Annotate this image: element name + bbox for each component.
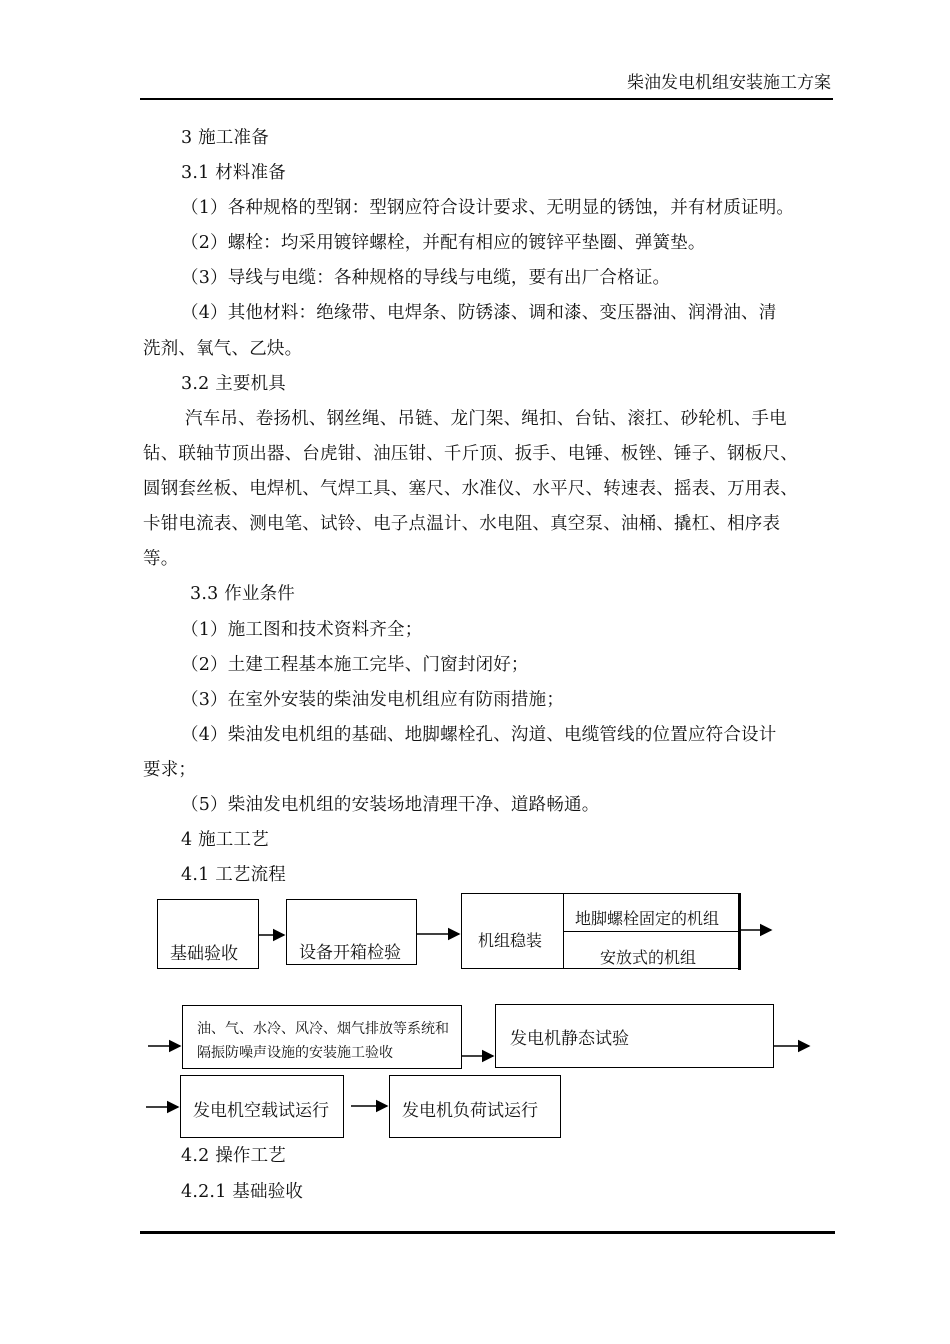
material-item-1: （1）各种规格的型钢：型钢应符合设计要求、无明显的锈蚀，并有材质证明。 (181, 198, 795, 218)
flow-label-systems-1: 油、气、水冷、风冷、烟气排放等系统和 (197, 1020, 449, 1036)
heading-4: 4 施工工艺 (181, 830, 269, 850)
header-title: 柴油发电机组安装施工方案 (627, 73, 831, 92)
tools-line-1: 汽车吊、卷扬机、钢丝绳、吊链、龙门架、绳扣、台钻、滚扛、砂轮机、手电 (185, 409, 787, 429)
heading-3-1: 3.1 材料准备 (181, 163, 286, 183)
tools-line-5: 等。 (143, 549, 179, 569)
flow-label-placed: 安放式的机组 (600, 948, 697, 967)
condition-item-5: （5）柴油发电机组的安装场地清理干净、道路畅通。 (181, 795, 600, 815)
condition-item-3: （3）在室外安装的柴油发电机组应有防雨措施； (181, 690, 565, 710)
tools-line-2: 钻、联轴节顶出器、台虎钳、油压钳、千斤顶、扳手、电锤、板锉、锤子、钢板尺、 (143, 444, 798, 464)
tools-line-3: 圆钢套丝板、电焊机、气焊工具、塞尺、水准仪、水平尺、转速表、摇表、万用表、 (143, 479, 798, 499)
heading-4-2-1: 4.2.1 基础验收 (181, 1182, 304, 1202)
tools-line-4: 卡钳电流表、测电笔、试铃、电子点温计、水电阻、真空泵、油桶、撬杠、相序表 (143, 514, 781, 534)
heading-4-1: 4.1 工艺流程 (181, 865, 286, 885)
flow-label-static-test: 发电机静态试验 (510, 1029, 629, 1048)
flow-label-foundation: 基础验收 (170, 944, 238, 963)
flow-label-no-load: 发电机空载试运行 (193, 1101, 329, 1120)
material-item-4: （4）其他材料：绝缘带、电焊条、防锈漆、调和漆、变压器油、润滑油、清 (181, 303, 777, 323)
condition-item-1: （1）施工图和技术资料齐全； (181, 620, 423, 640)
material-item-3: （3）导线与电缆：各种规格的导线与电缆，要有出厂合格证。 (181, 268, 671, 288)
flow-label-load: 发电机负荷试运行 (402, 1101, 538, 1120)
flow-label-anchor-bolt: 地脚螺栓固定的机组 (575, 909, 720, 928)
heading-3-2: 3.2 主要机具 (181, 374, 286, 394)
condition-item-2: （2）土建工程基本施工完毕、门窗封闭好； (181, 655, 529, 675)
flow-label-systems-2: 隔振防噪声设施的安装施工验收 (197, 1044, 393, 1060)
heading-3: 3 施工准备 (181, 128, 269, 148)
material-item-4-cont: 洗剂、氧气、乙炔。 (143, 339, 303, 359)
heading-3-3: 3.3 作业条件 (190, 584, 295, 604)
flow-label-unboxing: 设备开箱检验 (299, 943, 401, 962)
heading-4-2: 4.2 操作工艺 (181, 1146, 286, 1166)
material-item-2: （2）螺栓：均采用镀锌螺栓，并配有相应的镀锌平垫圈、弹簧垫。 (181, 233, 706, 253)
flow-label-stabilize: 机组稳装 (478, 931, 543, 950)
condition-item-4: （4）柴油发电机组的基础、地脚螺栓孔、沟道、电缆管线的位置应符合设计 (181, 725, 777, 745)
condition-item-4-cont: 要求； (143, 760, 197, 780)
footer-rule (140, 1231, 835, 1234)
